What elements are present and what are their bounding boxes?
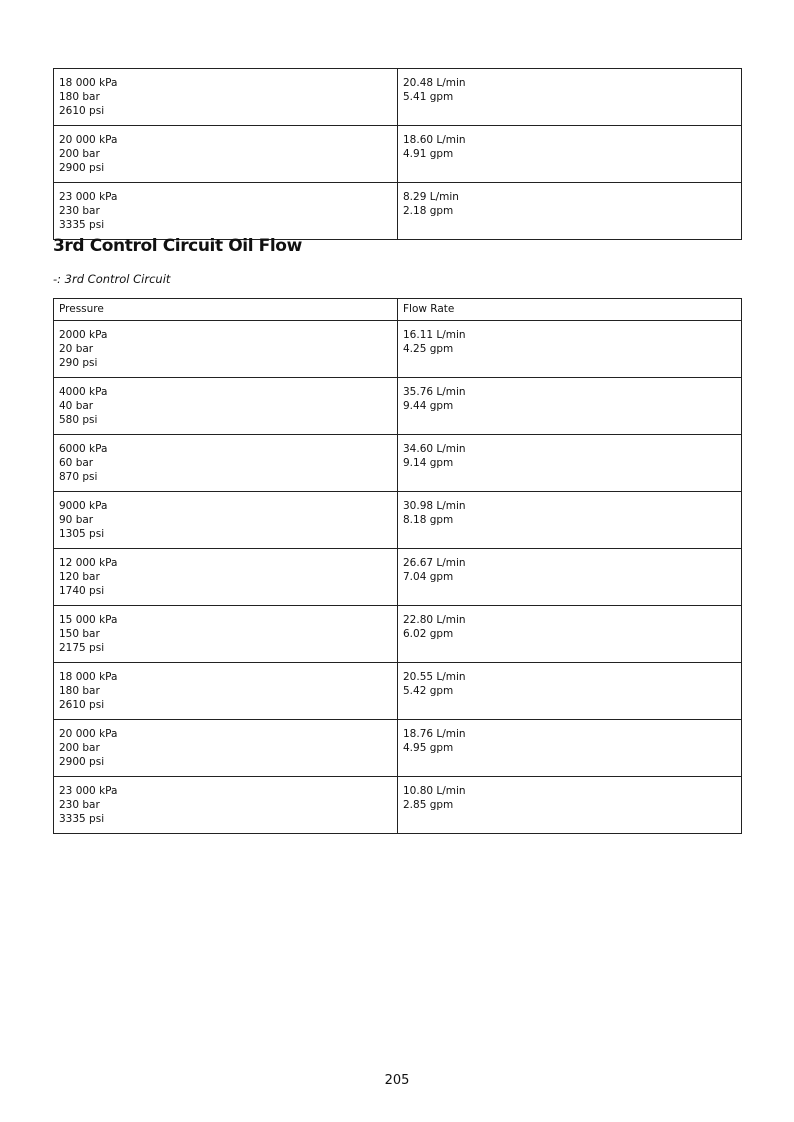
flow-rate-value: 5.41 gpm	[403, 91, 454, 103]
pressure-value: 3335 psi	[59, 813, 105, 825]
pressure-value: 230 bar	[59, 205, 100, 217]
flow-rate-cell	[398, 378, 742, 435]
pressure-value: 60 bar	[59, 457, 94, 469]
table-row	[54, 720, 742, 777]
flow-rate-value: 10.80 L/min	[403, 785, 466, 797]
flow-rate-cell	[398, 321, 742, 378]
pressure-value: 2900 psi	[59, 756, 105, 768]
pressure-cell	[54, 492, 398, 549]
table-row	[54, 492, 742, 549]
flow-rate-value: 4.95 gpm	[403, 742, 454, 754]
flow-rate-value: 26.67 L/min	[403, 557, 466, 569]
pressure-cell	[54, 549, 398, 606]
pressure-value: 18 000 kPa	[59, 671, 118, 683]
pressure-value: 290 psi	[59, 357, 98, 369]
table-row	[54, 378, 742, 435]
pressure-value: 1305 psi	[59, 528, 105, 540]
flow-rate-cell	[398, 492, 742, 549]
pressure-cell	[54, 663, 398, 720]
flow-rate-cell	[398, 183, 742, 240]
pressure-value: 150 bar	[59, 628, 100, 640]
flow-rate-value: 8.29 L/min	[403, 191, 459, 203]
flow-rate-value: 4.91 gpm	[403, 148, 454, 160]
flow-rate-value: 9.14 gpm	[403, 457, 454, 469]
flow-rate-cell	[398, 720, 742, 777]
table-row	[54, 126, 742, 183]
pressure-cell	[54, 126, 398, 183]
pressure-cell	[54, 606, 398, 663]
flow-rate-value: 7.04 gpm	[403, 571, 454, 583]
table-row	[54, 549, 742, 606]
table-row	[54, 183, 742, 240]
pressure-cell	[54, 183, 398, 240]
pressure-value: 180 bar	[59, 91, 100, 103]
flow-rate-cell	[398, 69, 742, 126]
pressure-value: 2000 kPa	[59, 329, 108, 341]
pressure-value: 230 bar	[59, 799, 100, 811]
pressure-value: 200 bar	[59, 148, 100, 160]
flow-rate-value: 22.80 L/min	[403, 614, 466, 626]
pressure-cell	[54, 378, 398, 435]
flow-rate-cell	[398, 126, 742, 183]
pressure-value: 870 psi	[59, 471, 98, 483]
flow-rate-value: 2.18 gpm	[403, 205, 454, 217]
flow-rate-cell	[398, 777, 742, 834]
pressure-value: 9000 kPa	[59, 500, 108, 512]
header-flow-rate: Flow Rate	[398, 299, 742, 321]
flow-rate-value: 2.85 gpm	[403, 799, 454, 811]
pressure-cell	[54, 777, 398, 834]
flow-rate-value: 20.48 L/min	[403, 77, 466, 89]
pressure-value: 1740 psi	[59, 585, 105, 597]
table-row	[54, 663, 742, 720]
pressure-value: 20 bar	[59, 343, 94, 355]
pressure-value: 40 bar	[59, 400, 94, 412]
pressure-value: 580 psi	[59, 414, 98, 426]
pressure-value: 20 000 kPa	[59, 134, 118, 146]
flow-rate-cell	[398, 435, 742, 492]
page-number: 205	[384, 1073, 410, 1088]
pressure-value: 4000 kPa	[59, 386, 108, 398]
flow-rate-value: 35.76 L/min	[403, 386, 466, 398]
flow-rate-value: 30.98 L/min	[403, 500, 466, 512]
pressure-value: 23 000 kPa	[59, 191, 118, 203]
top-spec-table	[53, 68, 742, 240]
table-row	[54, 606, 742, 663]
table-row	[54, 321, 742, 378]
pressure-value: 20 000 kPa	[59, 728, 118, 740]
pressure-cell	[54, 720, 398, 777]
table-row	[54, 435, 742, 492]
pressure-value: 15 000 kPa	[59, 614, 118, 626]
flow-rate-value: 5.42 gpm	[403, 685, 454, 697]
table-row	[54, 777, 742, 834]
pressure-cell	[54, 321, 398, 378]
header-row	[54, 299, 742, 321]
flow-rate-value: 18.76 L/min	[403, 728, 466, 740]
pressure-value: 90 bar	[59, 514, 94, 526]
pressure-value: 2900 psi	[59, 162, 105, 174]
pressure-value: 23 000 kPa	[59, 785, 118, 797]
pressure-cell	[54, 435, 398, 492]
pressure-value: 120 bar	[59, 571, 100, 583]
pressure-value: 18 000 kPa	[59, 77, 118, 89]
pressure-value: 2610 psi	[59, 105, 105, 117]
flow-rate-cell	[398, 663, 742, 720]
flow-rate-cell	[398, 549, 742, 606]
pressure-value: 3335 psi	[59, 219, 105, 231]
flow-rate-value: 4.25 gpm	[403, 343, 454, 355]
pressure-value: 200 bar	[59, 742, 100, 754]
top-spec-table-body	[54, 69, 742, 240]
oil-flow-table-header	[54, 299, 742, 321]
oil-flow-table	[53, 298, 742, 834]
flow-rate-value: 18.60 L/min	[403, 134, 466, 146]
section-heading: 3rd Control Circuit Oil Flow	[53, 236, 302, 256]
flow-rate-value: 9.44 gpm	[403, 400, 454, 412]
pressure-value: 12 000 kPa	[59, 557, 118, 569]
header-pressure: Pressure	[54, 299, 398, 321]
oil-flow-table-body	[54, 321, 742, 834]
table-row	[54, 69, 742, 126]
pressure-value: 2175 psi	[59, 642, 105, 654]
pressure-value: 6000 kPa	[59, 443, 108, 455]
flow-rate-value: 6.02 gpm	[403, 628, 454, 640]
flow-rate-value: 20.55 L/min	[403, 671, 466, 683]
table-caption: -: 3rd Control Circuit	[53, 272, 171, 286]
flow-rate-cell	[398, 606, 742, 663]
pressure-value: 2610 psi	[59, 699, 105, 711]
pressure-value: 180 bar	[59, 685, 100, 697]
pressure-cell	[54, 69, 398, 126]
flow-rate-value: 34.60 L/min	[403, 443, 466, 455]
flow-rate-value: 8.18 gpm	[403, 514, 454, 526]
flow-rate-value: 16.11 L/min	[403, 329, 466, 341]
